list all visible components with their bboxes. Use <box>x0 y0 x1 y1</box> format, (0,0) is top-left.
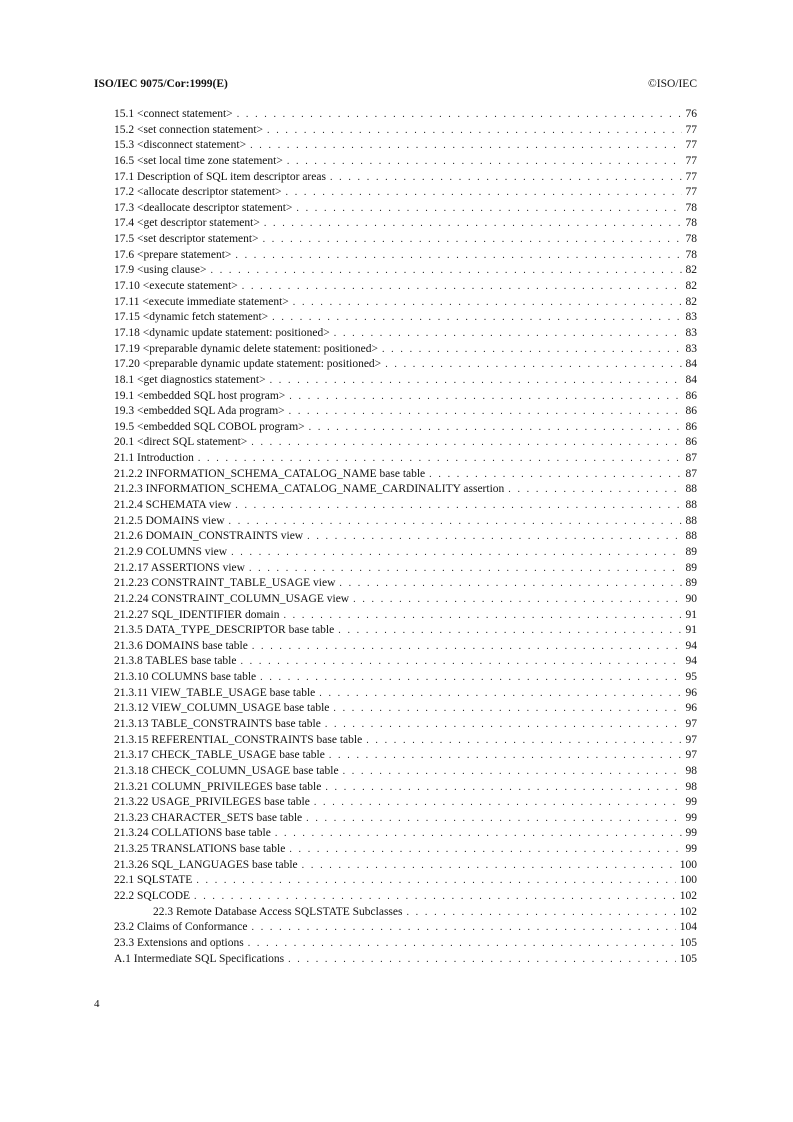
toc-entry-page: 86 <box>685 420 697 433</box>
toc-entry[interactable] <box>114 373 697 389</box>
toc-entry-title: 20.1 <direct SQL statement> <box>114 436 248 449</box>
toc-entry-title: 21.2.23 CONSTRAINT_TABLE_USAGE view <box>114 577 336 590</box>
toc-dot-leader <box>289 389 681 405</box>
toc-entry[interactable] <box>114 263 697 279</box>
toc-dot-leader <box>325 717 682 733</box>
toc-entry[interactable] <box>114 654 697 670</box>
toc-entry-page: 91 <box>685 624 697 637</box>
toc-dot-leader <box>319 686 681 702</box>
toc-dot-leader <box>260 670 681 686</box>
toc-dot-leader <box>272 310 681 326</box>
toc-entry-title: 21.3.22 USAGE_PRIVILEGES base table <box>114 796 310 809</box>
toc-entry[interactable] <box>114 545 697 561</box>
toc-entry-page: 86 <box>685 405 697 418</box>
toc-entry-page: 102 <box>679 890 697 903</box>
toc-dot-leader <box>314 795 682 811</box>
toc-entry-title: 21.2.6 DOMAIN_CONSTRAINTS view <box>114 530 304 543</box>
toc-entry-title: 21.3.23 CHARACTER_SETS base table <box>114 811 303 824</box>
toc-entry[interactable] <box>114 764 697 780</box>
toc-entry-title: 17.15 <dynamic fetch statement> <box>114 311 269 324</box>
toc-entry-page: 89 <box>685 545 697 558</box>
table-of-contents <box>0 107 793 967</box>
page-number: 4 <box>94 998 100 1010</box>
toc-entry[interactable] <box>114 201 697 217</box>
toc-entry-title: 21.2.24 CONSTRAINT_COLUMN_USAGE view <box>114 592 350 605</box>
toc-entry[interactable] <box>114 858 697 874</box>
toc-dot-leader <box>296 201 681 217</box>
toc-entry[interactable] <box>114 107 697 123</box>
toc-entry-title: 21.3.24 COLLATIONS base table <box>114 827 271 840</box>
toc-entry-title: 21.3.6 DOMAINS base table <box>114 639 248 652</box>
toc-entry-page: 94 <box>685 639 697 652</box>
toc-entry-page: 105 <box>679 952 697 965</box>
toc-entry-title: 21.3.5 DATA_TYPE_DESCRIPTOR base table <box>114 624 335 637</box>
toc-entry-page: 76 <box>685 108 697 120</box>
toc-entry[interactable] <box>114 514 697 530</box>
toc-entry[interactable] <box>114 389 697 405</box>
toc-entry-title: 21.2.2 INFORMATION_SCHEMA_CATALOG_NAME base table <box>114 467 426 480</box>
toc-entry[interactable] <box>114 686 697 702</box>
toc-entry[interactable] <box>114 451 697 467</box>
toc-entry[interactable] <box>114 873 697 889</box>
toc-dot-leader <box>252 639 682 655</box>
toc-dot-leader <box>338 623 681 639</box>
toc-entry-title: 21.3.17 CHECK_TABLE_USAGE base table <box>114 749 325 762</box>
toc-entry-page: 88 <box>685 514 697 527</box>
toc-dot-leader <box>289 404 682 420</box>
toc-entry-title: 15.3 <disconnect statement> <box>114 139 247 152</box>
toc-entry-title: 21.3.11 VIEW_TABLE_USAGE base table <box>114 686 316 699</box>
toc-dot-leader <box>229 514 682 530</box>
toc-dot-leader <box>287 154 682 170</box>
page-header <box>94 78 697 94</box>
toc-entry-title: 21.2.9 COLUMNS view <box>114 545 228 558</box>
toc-dot-leader <box>429 467 681 483</box>
toc-entry[interactable] <box>114 310 697 326</box>
toc-entry-title: 23.2 Claims of Conformance <box>114 921 248 934</box>
toc-dot-leader <box>306 811 681 827</box>
toc-entry[interactable] <box>114 889 697 905</box>
toc-entry[interactable] <box>153 905 697 921</box>
toc-dot-leader <box>343 764 682 780</box>
toc-entry-page: 82 <box>685 264 697 277</box>
toc-entry[interactable] <box>114 279 697 295</box>
toc-entry-page: 99 <box>685 843 697 856</box>
toc-dot-leader <box>249 561 682 577</box>
toc-dot-leader <box>288 952 676 968</box>
toc-dot-leader <box>242 279 682 295</box>
toc-dot-leader <box>194 889 676 905</box>
toc-entry-title: 17.18 <dynamic update statement: positioned> <box>114 326 330 339</box>
toc-dot-leader <box>508 482 681 498</box>
toc-entry[interactable] <box>114 326 697 342</box>
toc-entry[interactable] <box>114 733 697 749</box>
toc-dot-leader <box>267 123 681 139</box>
toc-dot-leader <box>252 920 676 936</box>
toc-entry-page: 87 <box>685 452 697 465</box>
toc-entry-page: 78 <box>685 217 697 230</box>
toc-entry[interactable] <box>114 295 697 311</box>
toc-entry-title: 21.3.26 SQL_LANGUAGES base table <box>114 858 298 871</box>
toc-entry-page: 102 <box>679 905 697 918</box>
toc-dot-leader <box>353 592 681 608</box>
toc-entry-title: 21.2.27 SQL_IDENTIFIER domain <box>114 608 280 621</box>
toc-dot-leader <box>339 576 681 592</box>
toc-entry-title: 21.3.10 COLUMNS base table <box>114 671 257 684</box>
toc-entry-page: 97 <box>685 733 697 746</box>
toc-entry[interactable] <box>114 435 697 451</box>
toc-entry[interactable] <box>114 170 697 186</box>
toc-entry-title: 17.6 <prepare statement> <box>114 248 232 261</box>
toc-entry[interactable] <box>114 795 697 811</box>
toc-entry-page: 78 <box>685 248 697 261</box>
toc-entry-title: 21.3.25 TRANSLATIONS base table <box>114 843 286 856</box>
toc-entry-title: A.1 Intermediate SQL Specifications <box>114 952 285 965</box>
toc-entry[interactable] <box>114 467 697 483</box>
toc-dot-leader <box>248 936 676 952</box>
toc-entry-title: 17.11 <execute immediate statement> <box>114 295 289 308</box>
toc-entry-title: 17.3 <deallocate descriptor statement> <box>114 201 293 214</box>
toc-entry[interactable] <box>114 701 697 717</box>
toc-entry-page: 86 <box>685 389 697 402</box>
toc-entry[interactable] <box>114 357 697 373</box>
toc-entry-title: 17.20 <preparable dynamic update statement: positioned> <box>114 358 382 371</box>
toc-entry-title: 17.19 <preparable dynamic delete statement: positioned> <box>114 342 378 355</box>
toc-entry-page: 77 <box>685 170 697 183</box>
toc-dot-leader <box>382 342 682 358</box>
toc-entry-page: 98 <box>685 764 697 777</box>
toc-entry[interactable] <box>114 232 697 248</box>
toc-dot-leader <box>250 138 681 154</box>
toc-entry[interactable] <box>114 138 697 154</box>
toc-entry-page: 97 <box>685 717 697 730</box>
toc-dot-leader <box>366 733 681 749</box>
document-identifier: ISO/IEC 9075/Cor:1999(E) <box>94 78 228 90</box>
toc-entry-title: 21.2.4 SCHEMATA view <box>114 499 232 512</box>
toc-entry-title: 15.1 <connect statement> <box>114 108 233 120</box>
toc-entry[interactable] <box>114 826 697 842</box>
toc-entry[interactable] <box>114 608 697 624</box>
toc-entry-page: 87 <box>685 467 697 480</box>
toc-entry-title: 21.1 Introduction <box>114 452 194 465</box>
toc-entry-title: 21.3.15 REFERENTIAL_CONSTRAINTS base table <box>114 733 363 746</box>
toc-entry-page: 77 <box>685 123 697 136</box>
toc-entry-page: 91 <box>685 608 697 621</box>
toc-entry-title: 22.1 SQLSTATE <box>114 874 193 887</box>
toc-entry-page: 88 <box>685 499 697 512</box>
toc-dot-leader <box>211 263 682 279</box>
toc-entry-title: 21.3.21 COLUMN_PRIVILEGES base table <box>114 780 322 793</box>
toc-entry-page: 94 <box>685 655 697 668</box>
toc-entry-title: 21.2.17 ASSERTIONS view <box>114 561 245 574</box>
toc-entry-title: 19.5 <embedded SQL COBOL program> <box>114 420 305 433</box>
toc-entry[interactable] <box>114 342 697 358</box>
toc-entry-page: 77 <box>685 154 697 167</box>
toc-entry-page: 83 <box>685 342 697 355</box>
toc-entry-page: 104 <box>679 921 697 934</box>
toc-dot-leader <box>270 373 682 389</box>
toc-entry-page: 96 <box>685 686 697 699</box>
toc-entry-page: 105 <box>679 936 697 949</box>
toc-entry-title: 17.1 Description of SQL item descriptor areas <box>114 170 326 183</box>
toc-entry[interactable] <box>114 123 697 139</box>
toc-dot-leader <box>334 326 682 342</box>
toc-entry-title: 22.3 Remote Database Access SQLSTATE Subclasses <box>153 905 403 918</box>
toc-entry-title: 17.5 <set descriptor statement> <box>114 233 259 246</box>
toc-entry-title: 17.9 <using clause> <box>114 264 207 277</box>
toc-entry-page: 99 <box>685 796 697 809</box>
toc-dot-leader <box>251 435 681 451</box>
toc-entry[interactable] <box>114 842 697 858</box>
toc-dot-leader <box>275 826 682 842</box>
toc-entry[interactable] <box>114 748 697 764</box>
toc-entry-title: 21.2.5 DOMAINS view <box>114 514 225 527</box>
toc-entry[interactable] <box>114 185 697 201</box>
toc-entry-page: 100 <box>679 874 697 887</box>
toc-dot-leader <box>263 232 682 248</box>
toc-dot-leader <box>198 451 682 467</box>
toc-entry-page: 95 <box>685 671 697 684</box>
toc-entry-title: 21.3.13 TABLE_CONSTRAINTS base table <box>114 717 321 730</box>
toc-dot-leader <box>240 654 681 670</box>
toc-entry-page: 84 <box>685 373 697 386</box>
toc-entry[interactable] <box>114 404 697 420</box>
toc-entry[interactable] <box>114 670 697 686</box>
toc-dot-leader <box>289 842 681 858</box>
toc-entry-page: 84 <box>685 358 697 371</box>
toc-dot-leader <box>235 498 681 514</box>
toc-entry-title: 17.2 <allocate descriptor statement> <box>114 186 282 199</box>
toc-entry[interactable] <box>114 717 697 733</box>
toc-entry-page: 90 <box>685 592 697 605</box>
toc-entry-title: 21.2.3 INFORMATION_SCHEMA_CATALOG_NAME_CARDINALITY assertion <box>114 483 505 496</box>
toc-dot-leader <box>196 873 675 889</box>
toc-entry-title: 17.4 <get descriptor statement> <box>114 217 260 230</box>
toc-dot-leader <box>286 185 682 201</box>
toc-entry-page: 82 <box>685 295 697 308</box>
toc-entry-page: 82 <box>685 280 697 293</box>
toc-dot-leader <box>385 357 681 373</box>
toc-entry-page: 83 <box>685 326 697 339</box>
toc-entry-page: 89 <box>685 561 697 574</box>
toc-entry-page: 77 <box>685 186 697 199</box>
toc-entry[interactable] <box>114 576 697 592</box>
toc-entry-title: 21.3.8 TABLES base table <box>114 655 237 668</box>
toc-entry[interactable] <box>114 592 697 608</box>
toc-entry-page: 86 <box>685 436 697 449</box>
toc-entry-page: 100 <box>679 858 697 871</box>
toc-dot-leader <box>329 748 682 764</box>
toc-entry-page: 83 <box>685 311 697 324</box>
toc-entry-page: 99 <box>685 811 697 824</box>
toc-entry-title: 17.10 <execute statement> <box>114 280 238 293</box>
toc-dot-leader <box>309 420 682 436</box>
toc-dot-leader <box>325 780 681 796</box>
toc-entry[interactable] <box>114 498 697 514</box>
toc-dot-leader <box>406 905 675 921</box>
toc-entry[interactable] <box>114 811 697 827</box>
toc-entry[interactable] <box>114 216 697 232</box>
toc-entry-page: 78 <box>685 233 697 246</box>
toc-entry-page: 89 <box>685 577 697 590</box>
toc-entry[interactable] <box>114 561 697 577</box>
toc-entry[interactable] <box>114 780 697 796</box>
toc-entry-page: 88 <box>685 530 697 543</box>
toc-dot-leader <box>307 529 681 545</box>
toc-entry-title: 21.3.12 VIEW_COLUMN_USAGE base table <box>114 702 330 715</box>
toc-dot-leader <box>283 608 681 624</box>
toc-entry-title: 19.1 <embedded SQL host program> <box>114 389 286 402</box>
toc-entry-page: 77 <box>685 139 697 152</box>
toc-entry-title: 16.5 <set local time zone statement> <box>114 154 283 167</box>
toc-entry[interactable] <box>114 482 697 498</box>
toc-entry[interactable] <box>114 623 697 639</box>
toc-entry-title: 18.1 <get diagnostics statement> <box>114 373 266 386</box>
toc-entry-page: 96 <box>685 702 697 715</box>
toc-entry[interactable] <box>114 952 697 968</box>
toc-entry[interactable] <box>114 936 697 952</box>
toc-dot-leader <box>231 545 681 561</box>
toc-entry-page: 99 <box>685 827 697 840</box>
copyright-notice: ©ISO/IEC <box>648 78 697 90</box>
toc-entry-title: 22.2 SQLCODE <box>114 890 191 903</box>
toc-entry[interactable] <box>114 639 697 655</box>
toc-entry-page: 78 <box>685 201 697 214</box>
toc-entry-page: 97 <box>685 749 697 762</box>
toc-entry-title: 23.3 Extensions and options <box>114 936 244 949</box>
toc-dot-leader <box>235 248 681 264</box>
toc-dot-leader <box>302 858 676 874</box>
toc-entry[interactable] <box>114 248 697 264</box>
toc-dot-leader <box>264 216 682 232</box>
toc-dot-leader <box>333 701 681 717</box>
toc-dot-leader <box>293 295 682 311</box>
toc-entry-title: 21.3.18 CHECK_COLUMN_USAGE base table <box>114 764 339 777</box>
toc-entry-page: 88 <box>685 483 697 496</box>
toc-entry-title: 19.3 <embedded SQL Ada program> <box>114 405 285 418</box>
toc-entry[interactable] <box>114 154 697 170</box>
toc-entry-page: 98 <box>685 780 697 793</box>
toc-entry[interactable] <box>114 420 697 436</box>
toc-dot-leader <box>330 170 682 186</box>
toc-entry-title: 15.2 <set connection statement> <box>114 123 264 136</box>
toc-entry[interactable] <box>114 920 697 936</box>
toc-dot-leader <box>237 107 682 123</box>
toc-entry[interactable] <box>114 529 697 545</box>
